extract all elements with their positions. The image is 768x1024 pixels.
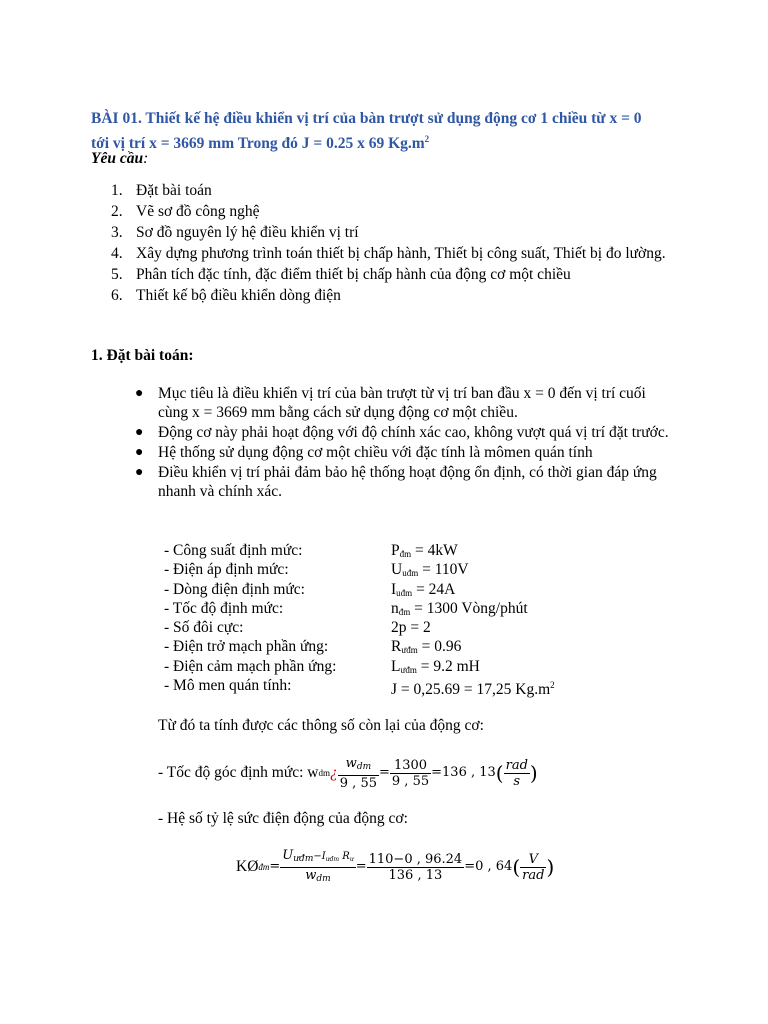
requirements-colon: : xyxy=(143,150,149,167)
list-item xyxy=(111,285,666,306)
bullet-list xyxy=(135,384,673,502)
param-label: - Tốc độ định mức: xyxy=(164,599,284,617)
fraction: $\frac{1300}{9 , 55}$ xyxy=(391,757,430,789)
formula2-label: - Hệ số tỷ lệ sức điện động của động cơ: xyxy=(158,810,408,827)
heading-line-2-text: tới vị trí x = 3669 mm Trong đó J = 0.25 x 69 Kg.m xyxy=(91,135,425,152)
param-value: $P_{đm} = 4kW$ xyxy=(391,542,458,559)
formula-emf-constant: KØ đm = $\frac{U_{ưđm}-I_{ưđm} R_ư}{w_{dm}}$ = $\frac{110-0 , 96.24}{136 , 13}$ = 0 , 64 ( $\frac{V}{\text{rad}}$ ) xyxy=(236,846,554,888)
requirements-label-text: Yêu cầu xyxy=(91,150,144,167)
param-value: $L_{ưđm} = 9.2$ mH xyxy=(391,657,480,675)
list-number: 1. xyxy=(111,182,123,199)
requirements-label xyxy=(91,150,148,168)
bullet-icon: ● xyxy=(135,445,144,460)
list-text: Phân tích đặc tính, đặc điểm thiết bị chấp hành của động cơ một chiều xyxy=(136,266,571,283)
list-number: 4. xyxy=(111,245,123,262)
list-item xyxy=(135,384,673,422)
param-label: - Điện cảm mạch phần ứng: xyxy=(164,657,337,675)
bullet-icon: ● xyxy=(135,465,144,480)
requirements-list xyxy=(111,180,666,306)
bullet-text: Mục tiêu là điều khiển vị trí của bàn trượt từ vị trí ban đầu x = 0 đến vị trí cuối cùng x = 3669 mm bằng cách sử dụng động cơ một chiều. xyxy=(158,385,646,421)
list-item xyxy=(111,264,666,285)
list-text: Đặt bài toán xyxy=(136,182,212,199)
heading-sup: 2 xyxy=(424,134,430,144)
list-item xyxy=(135,423,673,442)
fraction: $\frac{110-0 , 96.24}{136 , 13}$ xyxy=(368,851,463,883)
list-item xyxy=(111,243,666,264)
list-number: 5. xyxy=(111,266,123,283)
list-number: 2. xyxy=(111,203,123,220)
heading-line-1: BÀI 01. Thiết kế hệ điều khiển vị trí của bàn trượt sử dụng động cơ 1 chiều từ x = 0 xyxy=(91,110,642,127)
param-value: $U_{uđm} = 110V$ xyxy=(391,561,469,579)
param-value: $I_{uđm} = 24A$ xyxy=(391,580,456,598)
param-label: - Công suất định mức: xyxy=(164,542,303,559)
param-label: - Mô men quán tính: xyxy=(164,677,292,695)
list-item xyxy=(111,201,666,222)
list-item xyxy=(135,463,673,501)
formula-result: 0 , 64 xyxy=(475,859,513,874)
fraction: $\frac{w_{dm}}{9 , 55}$ xyxy=(339,755,377,791)
param-label: - Điện áp định mức: xyxy=(164,561,289,579)
list-number: 6. xyxy=(111,287,123,304)
list-item xyxy=(135,443,673,462)
formula-label-sub: dm xyxy=(318,768,331,778)
param-label: - Số đôi cực: xyxy=(164,619,244,637)
formula-lhs-sub: đm xyxy=(258,862,270,872)
unit-fraction: $\frac{V}{\text{rad}}$ xyxy=(522,851,545,883)
list-item xyxy=(111,180,666,201)
formula-angular-speed: - Tốc độ góc định mức: w dm ¿ $\frac{w_{dm}}{9 , 55}$ = $\frac{1300}{9 , 55}$ = 136 , 13 ( $\frac{\text{rad}}{s}$ ) xyxy=(158,755,538,791)
list-text: Vẽ sơ đồ công nghệ xyxy=(136,203,260,220)
list-text: Xây dựng phương trình toán thiết bị chấp hành, Thiết bị công suất, Thiết bị đo lường. xyxy=(136,245,666,262)
param-value: 2p = 2 xyxy=(391,619,431,637)
list-text: Thiết kế bộ điều khiển dòng điện xyxy=(136,287,341,304)
bullet-text: Động cơ này phải hoạt động với độ chính xác cao, không vượt quá vị trí đặt trước. xyxy=(158,424,669,441)
param-label: - Dòng điện định mức: xyxy=(164,580,305,598)
bullet-text: Điều khiển vị trí phải đảm bảo hệ thống hoạt động ổn định, có thời gian đáp ứng nhanh và chính xác. xyxy=(158,464,657,500)
formula-label: - Tốc độ góc định mức: w xyxy=(158,764,319,781)
formula-result: 136 , 13 xyxy=(442,765,496,780)
list-text: Sơ đồ nguyên lý hệ điều khiển vị trí xyxy=(136,224,359,241)
intro-text: Từ đó ta tính được các thông số còn lại của động cơ: xyxy=(158,717,484,734)
bullet-icon: ● xyxy=(135,425,144,440)
formula-odd-char: ¿ xyxy=(330,764,338,781)
fraction: $\frac{U_{ưđm}-I_{ưđm} R_ư}{w_{dm}}$ xyxy=(282,847,354,884)
param-value: $n_{đm} = 1300$ Vòng/phút xyxy=(391,599,528,617)
bullet-icon: ● xyxy=(135,386,144,401)
param-label: - Điện trở mạch phần ứng: xyxy=(164,638,329,656)
section-title: 1. Đặt bài toán: xyxy=(91,347,194,364)
param-value: $R_{ưđm} = 0.96$ xyxy=(391,638,462,656)
unit-fraction: $\frac{\text{rad}}{s}$ xyxy=(505,757,528,789)
param-value: J = 0,25.69 = 17,25 $Kg.m^2$ xyxy=(391,680,555,699)
bullet-text: Hệ thống sử dụng động cơ một chiều với đặc tính là mômen quán tính xyxy=(158,444,593,461)
list-item xyxy=(111,222,666,243)
list-number: 3. xyxy=(111,224,123,241)
formula-lhs: KØ xyxy=(236,858,259,875)
